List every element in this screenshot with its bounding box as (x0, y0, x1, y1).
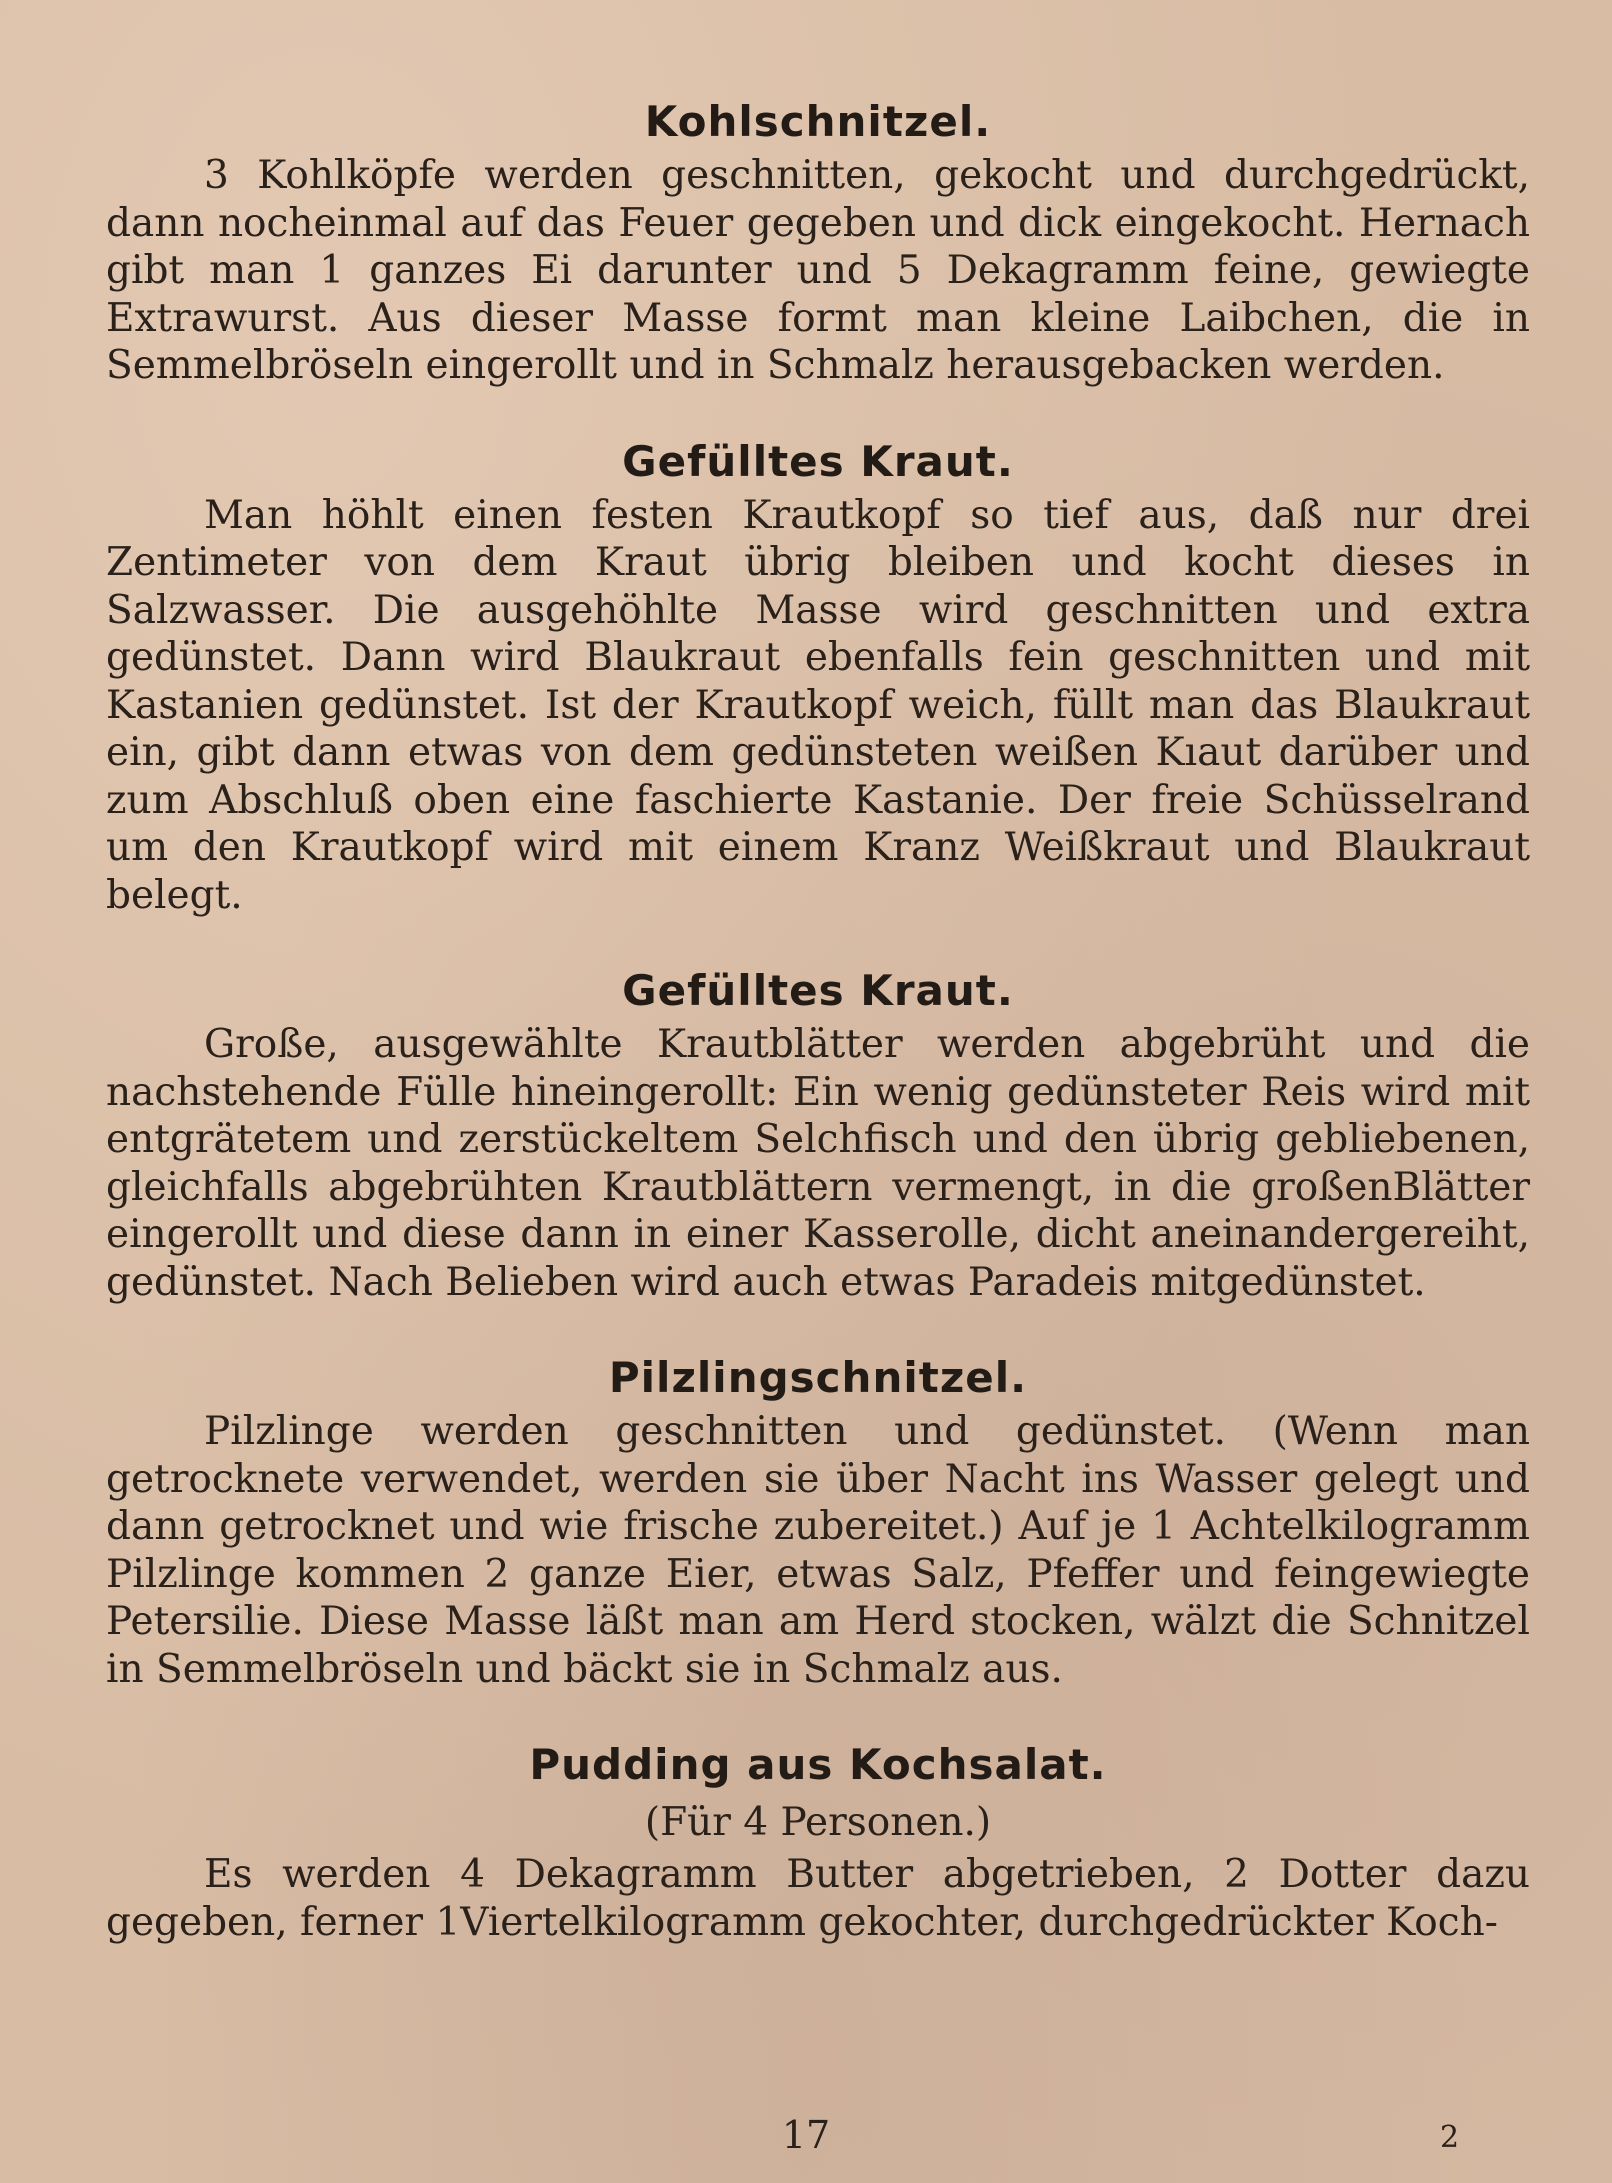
recipe-gefuelltes-kraut-1 (106, 432, 1530, 920)
recipe-text: Man höhlt einen festen Krautkopf so tief aus, daß nur drei Zentimeter von dem Kraut übrig bleiben und kocht dieses in Salzwasser. Die ausgehöhlte Masse wird geschnitten und extra gedünstet. Dann wird Blaukraut ebenfalls fein geschnitten und mit Kastanien gedünstet. Ist der Krautkopf weich, füllt man das Blaukraut ein, gibt dann etwas von dem gedünsteten weißen Kıaut darüber und zum Abschluß oben eine faschierte Kastanie. Der freie Schüsselrand um den Krautkopf wird mit einem Kranz Weißkraut und Blaukraut belegt. (106, 492, 1530, 918)
recipe-kohlschnitzel (106, 92, 1530, 390)
recipe-title: Pudding aus Kochsalat. (529, 1740, 1107, 1789)
recipe-title: Gefülltes Kraut. (622, 436, 1014, 486)
recipe-text: Große, ausgewählte Krautblätter werden abgebrüht und die nachstehende Fülle hineingerollt: Ein wenig gedünsteter Reis wird mit entgrätetem und zerstückeltem Selchfisch und den übrig gebliebenen, gleichfalls abgebrühten Krautblättern vermengt, in die großenBlätter eingerollt und diese dann in einer Kasserolle, dicht aneinandergereiht, gedünstet. Nach Belieben wird auch etwas Paradeis mitgedünstet. (106, 1022, 1530, 1305)
recipe-pudding-aus-kochsalat (106, 1735, 1530, 1946)
recipe-text: Pilzlinge werden geschnitten und gedünstet. (Wenn man getrocknete verwendet, werden sie über Nacht ins Wasser gelegt und dann getrocknet und wie frische zubereitet.) Auf je 1 Achtelkilogramm Pilzlinge kommen 2 ganze Eier, etwas Salz, Pfeffer und feingewiegte Petersilie. Diese Masse läßt man am Herd stocken, wälzt die Schnitzel in Semmelbröseln und bäckt sie in Schmalz aus. (106, 1409, 1530, 1692)
recipe-text: 3 Kohlköpfe werden geschnitten, gekocht und durchgedrückt, dann nocheinmal auf das Feuer gegeben und dick eingekocht. Hernach gibt man 1 ganzes Ei darunter und 5 Dekagramm feine, gewiegte Extrawurst. Aus dieser Masse formt man kleine Laibchen, die in Semmelbröseln eingerollt und in Schmalz herausgebacken werden. (106, 153, 1530, 388)
page-content (106, 92, 1530, 2152)
signature-mark: 2 (1440, 2120, 1460, 2155)
recipe-title: Gefülltes Kraut. (622, 966, 1014, 1015)
recipe-title: Kohlschnitzel. (644, 97, 992, 146)
recipe-title: Pilzlingschnitzel. (608, 1353, 1028, 1402)
recipe-pilzlingschnitzel (106, 1348, 1530, 1693)
recipe-text: Es werden 4 Dekagramm Butter abgetrieben, 2 Dotter dazu gegeben, ferner 1Viertelkilogramm gekochter, durchgedrückter Koch- (106, 1852, 1530, 1945)
recipe-gefuelltes-kraut-2 (106, 961, 1530, 1306)
page-number: 17 (781, 2113, 831, 2157)
recipe-subtitle: (Für 4 Personen.) (644, 1800, 992, 1845)
